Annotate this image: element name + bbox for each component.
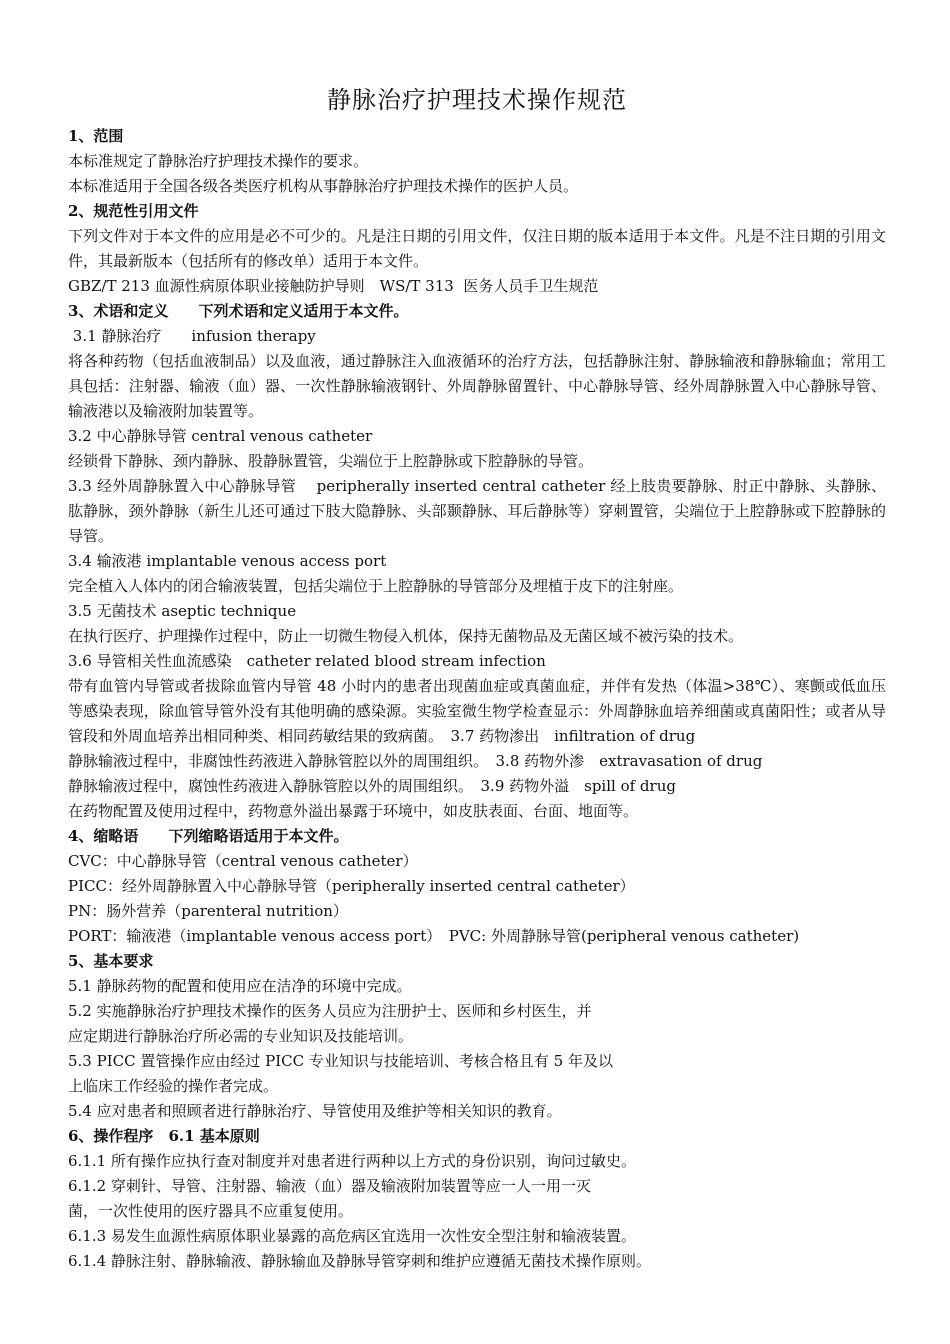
paragraph: 在执行医疗、护理操作过程中，防止一切微生物侵入机体，保持无菌物品及无菌区域不被污染的技术。 (68, 627, 744, 645)
paragraph: 5.2 实施静脉治疗护理技术操作的医务人员应为注册护士、医师和乡村医生，并 (68, 1002, 592, 1020)
paragraph: 6.1.4 静脉注射、静脉输液、静脉输血及静脉导管穿刺和维护应遵循无菌技术操作原则。 (68, 1252, 651, 1270)
paragraph: PORT：输液港（implantable venous access port） PVC: 外周静脉导管(peripheral venous catheter) (68, 927, 800, 945)
document-title: 静脉治疗护理技术操作规范 (327, 86, 627, 114)
paragraph: 菌，一次性使用的医疗器具不应重复使用。 (68, 1202, 354, 1220)
paragraph: 3.5 无菌技术 aseptic technique (68, 602, 297, 620)
paragraph: 6.1.3 易发生血源性病原体职业暴露的高危病区宜选用一次性安全型注射和输液装置。 (68, 1227, 636, 1245)
paragraph: 6.1.1 所有操作应执行查对制度并对患者进行两种以上方式的身份识别，询问过敏史。 (68, 1152, 636, 1170)
paragraph: CVC：中心静脉导管（central venous catheter） (68, 852, 418, 870)
paragraph: 本标准适用于全国各级各类医疗机构从事静脉治疗护理技术操作的医护人员。 (68, 177, 579, 195)
section-heading: 2、规范性引用文件 (68, 202, 199, 220)
paragraph: 经锁骨下静脉、颈内静脉、股静脉置管，尖端位于上腔静脉或下腔静脉的导管。 (68, 452, 594, 470)
paragraph: 5.3 PICC 置管操作应由经过 PICC 专业知识与技能培训、考核合格且有 5 年及以 (68, 1052, 613, 1070)
paragraph: 6.1.2 穿刺针、导管、注射器、输液（血）器及输液附加装置等应一人一用一灭 (68, 1177, 591, 1195)
section-heading: 3、术语和定义 下列术语和定义适用于本文件。 (68, 302, 409, 320)
section-heading: 5、基本要求 (68, 952, 154, 970)
paragraph: 在药物配置及使用过程中，药物意外溢出暴露于环境中，如皮肤表面、台面、地面等。 (68, 802, 639, 820)
paragraph: 3.2 中心静脉导管 central venous catheter (68, 427, 373, 445)
paragraph: 3.6 导管相关性血流感染 catheter related blood stream infection (68, 652, 546, 670)
paragraph: PICC：经外周静脉置入中心静脉导管（peripherally inserted central catheter） (68, 877, 635, 895)
paragraph: 3.1 静脉治疗 infusion therapy (68, 327, 316, 345)
paragraph: 静脉输液过程中，非腐蚀性药液进入静脉管腔以外的周围组织。 3.8 药物外渗 extravasation of drug (68, 752, 763, 770)
document-page (68, 80, 886, 1274)
paragraph: 3.3 经外周静脉置入中心静脉导管 peripherally inserted central catheter 经上肢贵要静脉、肘正中静脉、头静脉、肱静脉，颈外静脉（新生儿还可通过下肢大隐静脉、头部颞静脉、耳后静脉等）穿刺置管，尖端位于上腔静脉或下腔静脉的导管。 (68, 477, 886, 545)
paragraph: 上临床工作经验的操作者完成。 (68, 1077, 279, 1095)
section-heading: 4、缩略语 下列缩略语适用于本文件。 (68, 827, 349, 845)
paragraph: 将各种药物（包括血液制品）以及血液，通过静脉注入血液循环的治疗方法，包括静脉注射、静脉输液和静脉输血；常用工具包括：注射器、输液（血）器、一次性静脉输液钢针、外周静脉留置针、中心静脉导管、经外周静脉置入中心静脉导管、输液港以及输液附加装置等。 (68, 352, 886, 420)
paragraph: 5.1 静脉药物的配置和使用应在洁净的环境中完成。 (68, 977, 412, 995)
paragraph: GBZ/T 213 血源性病原体职业接触防护导则 WS/T 313 医务人员手卫生规范 (68, 277, 599, 295)
section-heading: 1、范围 (68, 127, 124, 145)
document-body (68, 124, 886, 1274)
paragraph: 静脉输液过程中，腐蚀性药液进入静脉管腔以外的周围组织。 3.9 药物外溢 spill of drug (68, 777, 676, 795)
paragraph: 带有血管内导管或者拔除血管内导管 48 小时内的患者出现菌血症或真菌血症，并伴有发热（体温>38℃）、寒颤或低血压等感染表现，除血管导管外没有其他明确的感染源。实验室微生物学检查显示：外周静脉血培养细菌或真菌阳性；或者从导管段和外周血培养出相同种类、相同药敏结果的致病菌。 3.7 药物渗出 infiltration of drug (68, 677, 886, 745)
paragraph: 下列文件对于本文件的应用是必不可少的。凡是注日期的引用文件，仅注日期的版本适用于本文件。凡是不注日期的引用文件，其最新版本（包括所有的修改单）适用于本文件。 (68, 227, 886, 270)
paragraph: 完全植入人体内的闭合输液装置，包括尖端位于上腔静脉的导管部分及埋植于皮下的注射座。 (68, 577, 684, 595)
paragraph: 本标准规定了静脉治疗护理技术操作的要求。 (68, 152, 369, 170)
paragraph: 应定期进行静脉治疗所必需的专业知识及技能培训。 (68, 1027, 414, 1045)
paragraph: 3.4 输液港 implantable venous access port (68, 552, 387, 570)
paragraph: PN：肠外营养（parenteral nutrition） (68, 902, 348, 920)
paragraph: 5.4 应对患者和照顾者进行静脉治疗、导管使用及维护等相关知识的教育。 (68, 1102, 562, 1120)
section-heading: 6、操作程序 6.1 基本原则 (68, 1127, 260, 1145)
